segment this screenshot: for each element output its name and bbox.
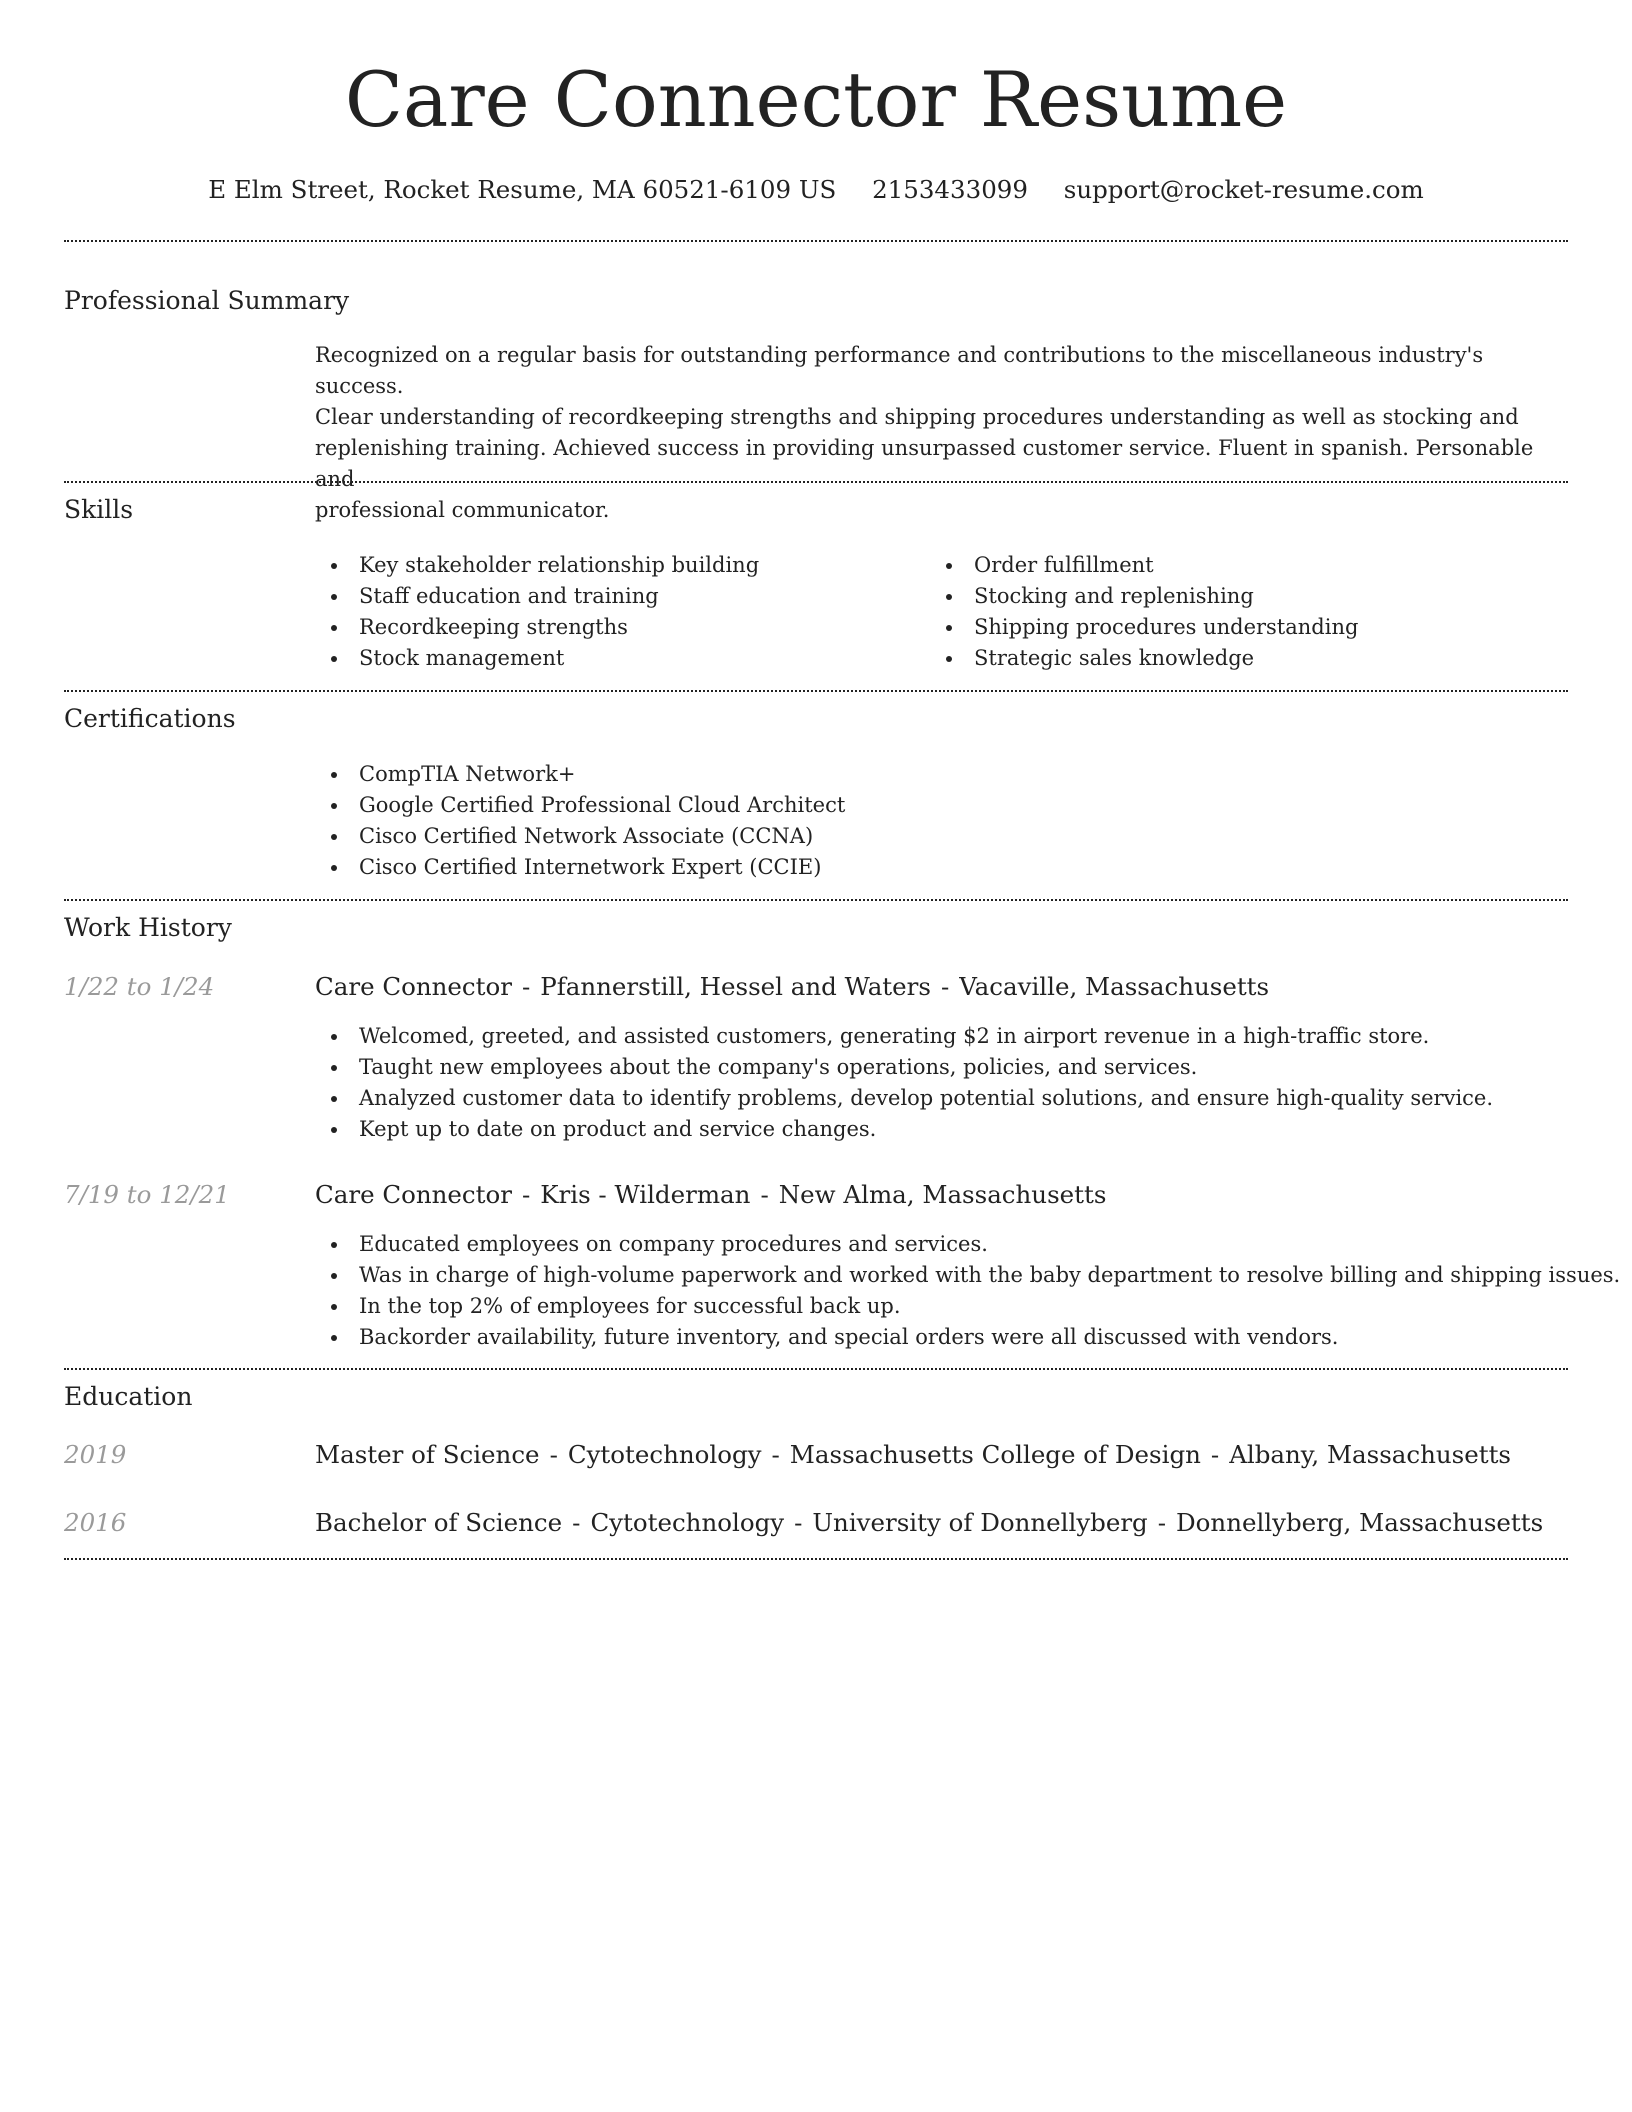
job-bullet: Was in charge of high-volume paperwork and worked with the baby department to resolve billing and shipping issues. [315, 1260, 1620, 1291]
separator: - [549, 1440, 558, 1469]
section-divider [64, 899, 1568, 901]
education-year: 2016 [64, 1508, 127, 1537]
job-company: Kris - Wilderman [540, 1180, 751, 1209]
skills-list-left [315, 550, 759, 674]
section-title-work-history: Work History [64, 913, 232, 942]
section-title-education: Education [64, 1382, 193, 1411]
job-bullet: Backorder availability, future inventory, and special orders were all discussed with vendors. [315, 1322, 1620, 1353]
education-school: University of Donnellyberg [812, 1508, 1148, 1537]
contact-address: E Elm Street, Rocket Resume, MA 60521-6109 US [208, 175, 837, 204]
separator: - [794, 1508, 803, 1537]
certification-item: Cisco Certified Internetwork Expert (CCIE) [315, 852, 845, 883]
education-field: Cytotechnology [590, 1508, 785, 1537]
job-company: Pfannerstill, Hessel and Waters [540, 972, 931, 1001]
summary-line: replenishing training. Achieved success in providing unsurpassed customer service. Fluent in spanish. Personable and [315, 436, 1534, 491]
skill-item: Staff education and training [315, 581, 759, 612]
job-bullet: In the top 2% of employees for successful back up. [315, 1291, 1620, 1322]
separator: - [521, 1180, 531, 1209]
job-bullets [315, 1229, 1620, 1353]
job-bullets [315, 1021, 1493, 1145]
separator: - [771, 1440, 780, 1469]
separator: - [1210, 1440, 1220, 1469]
education-location: Donnellyberg, Massachusetts [1176, 1508, 1544, 1537]
summary-line: Recognized on a regular basis for outstanding performance and contributions to the miscellaneous industry's success. [315, 343, 1484, 398]
skill-item: Order fulfillment [930, 550, 1358, 581]
job-bullet: Kept up to date on product and service changes. [315, 1114, 1493, 1145]
certifications-list [315, 759, 845, 883]
contact-line [0, 170, 1632, 210]
skill-item: Strategic sales knowledge [930, 643, 1358, 674]
education-degree: Master of Science [315, 1440, 540, 1469]
skill-item: Stocking and replenishing [930, 581, 1358, 612]
summary-line: professional communicator. [315, 498, 610, 522]
section-divider [64, 240, 1568, 242]
job-bullet: Educated employees on company procedures and services. [315, 1229, 1620, 1260]
education-heading [315, 1505, 1543, 1541]
certification-item: Google Certified Professional Cloud Architect [315, 790, 845, 821]
separator: - [760, 1180, 769, 1209]
contact-phone: 2153433099 [872, 175, 1028, 204]
job-heading [315, 1177, 1106, 1213]
separator: - [1157, 1508, 1167, 1537]
job-bullet: Welcomed, greeted, and assisted customers, generating $2 in airport revenue in a high-traffic store. [315, 1021, 1493, 1052]
section-divider [64, 481, 1568, 483]
job-bullet: Taught new employees about the company's operations, policies, and services. [315, 1052, 1493, 1083]
job-bullet: Analyzed customer data to identify problems, develop potential solutions, and ensure high-quality service. [315, 1083, 1493, 1114]
skills-list-right [930, 550, 1358, 674]
job-dates: 1/22 to 1/24 [64, 972, 215, 1001]
summary-text [315, 340, 1555, 526]
job-heading [315, 969, 1269, 1005]
skill-item: Key stakeholder relationship building [315, 550, 759, 581]
job-location: Vacaville, Massachusetts [959, 972, 1270, 1001]
section-title-skills: Skills [64, 495, 134, 524]
resume-title: Care Connector Resume [344, 55, 1288, 144]
job-location: New Alma, Massachusetts [778, 1180, 1107, 1209]
skill-item: Stock management [315, 643, 759, 674]
section-divider [64, 690, 1568, 692]
job-role: Care Connector [315, 972, 512, 1001]
skill-item: Recordkeeping strengths [315, 612, 759, 643]
section-divider [64, 1558, 1568, 1560]
separator: - [940, 972, 950, 1001]
section-title-certifications: Certifications [64, 704, 236, 733]
job-dates: 7/19 to 12/21 [64, 1180, 230, 1209]
section-divider [64, 1368, 1568, 1370]
education-field: Cytotechnology [567, 1440, 762, 1469]
job-role: Care Connector [315, 1180, 512, 1209]
certification-item: CompTIA Network+ [315, 759, 845, 790]
separator: - [521, 972, 531, 1001]
education-heading [315, 1437, 1511, 1473]
certification-item: Cisco Certified Network Associate (CCNA) [315, 821, 845, 852]
section-title-summary: Professional Summary [64, 286, 350, 315]
summary-line: Clear understanding of recordkeeping strengths and shipping procedures understanding as well as stocking and [315, 405, 1519, 429]
contact-email: support@rocket-resume.com [1063, 175, 1424, 204]
separator: - [572, 1508, 581, 1537]
education-location: Albany, Massachusetts [1229, 1440, 1512, 1469]
education-degree: Bachelor of Science [315, 1508, 563, 1537]
education-school: Massachusetts College of Design [789, 1440, 1201, 1469]
skill-item: Shipping procedures understanding [930, 612, 1358, 643]
education-year: 2019 [64, 1440, 127, 1469]
